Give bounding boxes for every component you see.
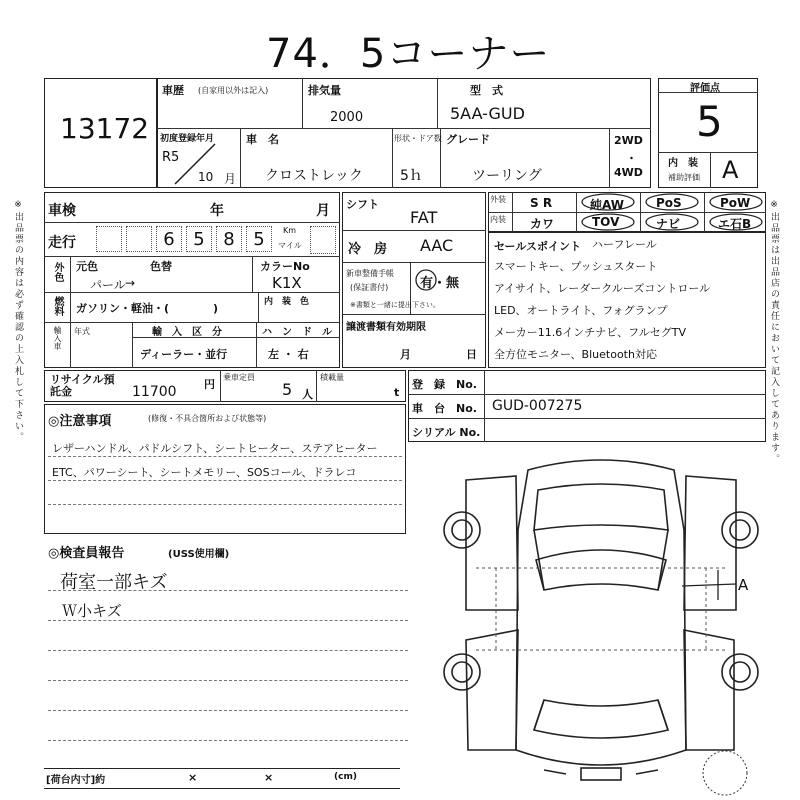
equip-circles <box>576 192 766 232</box>
capacity-label: 乗車定員 <box>223 373 255 382</box>
model-code-value: 5AA-GUD <box>450 104 525 123</box>
ext-color-value: パール <box>90 278 126 292</box>
ext-color-arrow: → <box>125 276 136 290</box>
score-label: 評価点 <box>690 83 720 94</box>
gaiso-label: 外装 <box>490 195 506 204</box>
import-type-label: 輸 入 区 分 <box>152 327 222 338</box>
mileage-digit-cell <box>126 226 152 252</box>
import-type-options: ディーラー・並行 <box>140 348 228 361</box>
warranty-options: 有・無 <box>420 276 460 291</box>
shaken-year-label: 年 <box>210 203 224 219</box>
mileage-unit-box <box>310 226 336 254</box>
score-value: 5 <box>696 97 723 146</box>
import-label: 輸入車 <box>53 326 62 350</box>
mileage-digit-cell <box>96 226 122 252</box>
mileage-digit-cell: 5 <box>246 226 272 252</box>
corner-title: 74．5コーナー <box>266 31 551 77</box>
load-label: 積載量 <box>320 373 344 382</box>
fuel-label: 燃料 <box>52 296 63 316</box>
equip-airbag: エ石B <box>718 217 752 231</box>
orig-color-label: 元色 <box>76 260 98 273</box>
cargo-x2: × <box>264 771 274 784</box>
equip-pow: PoW <box>720 196 751 210</box>
shaken-month-label: 月 <box>316 203 330 219</box>
diagram-mark-a: A <box>738 576 749 594</box>
history-label: 車歴 <box>162 84 184 97</box>
shift-label: シフト <box>346 198 379 211</box>
grade-label: グレード <box>446 133 490 146</box>
load-unit: t <box>394 386 400 399</box>
km-label: Km <box>283 226 297 235</box>
inspector-subtitle: (USS使用欄) <box>168 549 230 560</box>
ext-color-label: 外色 <box>52 262 63 282</box>
sales-point-6: 全方位モニター、Bluetooth対応 <box>494 348 657 361</box>
handle-label: ハ ン ド ル <box>262 327 332 338</box>
capacity-unit: 人 <box>302 388 313 401</box>
shaken-label: 車検 <box>48 203 76 219</box>
equip-aw: 純AW <box>590 198 624 212</box>
notes-line-1: レザーハンドル、パドルシフト、シートヒーター、ステアヒーター <box>52 442 378 455</box>
capacity-value: 5 <box>282 380 293 399</box>
equip-navi: ナビ <box>656 217 681 231</box>
color-no-label: カラーNo <box>260 260 310 273</box>
displacement-label: 排気量 <box>308 84 341 97</box>
sales-point-5: メーカー11.6インチナビ、フルセグTV <box>494 326 686 339</box>
color-no-value: K1X <box>272 274 302 292</box>
handle-options: 左 ・ 右 <box>268 348 309 361</box>
import-year-label: 年式 <box>74 327 90 336</box>
first-reg-era: R5 <box>162 150 180 165</box>
drive-2wd: 2WD <box>614 134 643 147</box>
sales-point-2: スマートキー、プッシュスタート <box>494 260 658 273</box>
notes-title: ◎注意事項 <box>48 414 112 429</box>
model-code-label: 型 式 <box>470 84 503 97</box>
ac-label: 冷 房 <box>348 242 388 257</box>
transfer-label: 譲渡書類有効期限 <box>346 322 426 333</box>
serial-label: シリアル No. <box>412 426 481 439</box>
equip-pos: PoS <box>656 196 682 210</box>
history-note: (自家用以外は記入) <box>198 86 269 95</box>
equip-leather: カワ <box>530 217 555 231</box>
recycle-yen: 円 <box>204 378 215 391</box>
cargo-x1: × <box>188 771 198 784</box>
grade-value: ツーリング <box>472 168 542 184</box>
notes-subtitle: (修復・不具合箇所および状態等) <box>148 414 267 423</box>
mileage-digit-cell: 6 <box>156 226 182 252</box>
mileage-digit-cell: 8 <box>216 226 242 252</box>
car-name-label: 車 名 <box>246 133 279 146</box>
naiso-label: 内装 <box>490 215 506 224</box>
mileage-digit-cell: 5 <box>186 226 212 252</box>
chassis-label: 車 台 No. <box>412 402 477 415</box>
sales-point-1: ハーフレール <box>592 238 657 251</box>
warranty-note: ※書類と一緒に提出下さい。 <box>350 301 440 309</box>
inspector-line-1: 荷室一部キズ <box>60 572 168 593</box>
mile-label: マイル <box>278 241 302 250</box>
interior-value: A <box>722 156 739 184</box>
repaint-label: 色替 <box>150 260 172 273</box>
cargo-label: [荷台内寸]約 <box>46 775 106 786</box>
shape-doors-value: 5ｈ <box>400 168 423 184</box>
transfer-day: 日 <box>466 348 477 361</box>
margin-note-left: ※出品票の内容は必ず確認の上入札して下さい。 <box>13 200 23 443</box>
mileage-label: 走行 <box>48 235 76 251</box>
shape-doors-label: 形状・ドア数 <box>394 134 442 143</box>
corner-dashed-circle <box>700 748 750 798</box>
inspector-title: ◎検査員報告 <box>48 546 125 561</box>
first-reg-month-unit: 月 <box>224 172 237 186</box>
recycle-amount: 11700 <box>132 384 177 400</box>
ac-value: AAC <box>420 236 454 255</box>
drive-separator: ・ <box>626 152 637 165</box>
interior-sub: 補助評価 <box>668 173 700 182</box>
inspector-line-2: Ｗ小キズ <box>62 602 122 620</box>
warranty-circle <box>414 268 438 292</box>
notes-line-2: ETC、パワーシート、シートメモリー、SOSコール、ドラレコ <box>52 466 357 479</box>
equip-tv: TOV <box>592 215 620 229</box>
displacement-value: 2000 <box>330 110 364 125</box>
warranty-sub: (保証書付) <box>350 283 389 292</box>
sales-points-label: セールスポイント <box>494 240 582 253</box>
warranty-label: 新車整備手帳 <box>346 269 394 278</box>
chassis-value: GUD-007275 <box>492 398 583 414</box>
car-damage-diagram <box>436 450 766 790</box>
interior-label: 内 装 <box>668 158 698 169</box>
car-name-value: クロストレック <box>265 168 363 184</box>
fuel-options: ガソリン・軽油・( ) <box>76 302 219 315</box>
reg-no-label: 登 録 No. <box>412 378 477 391</box>
first-reg-label: 初度登録年月 <box>160 134 215 144</box>
recycle-label: リサイクル預託金 <box>50 373 115 398</box>
transfer-month: 月 <box>400 348 411 361</box>
cargo-unit: (cm) <box>334 772 357 782</box>
interior-color-label: 内 装 色 <box>264 297 310 307</box>
shift-value: FAT <box>410 208 438 227</box>
equip-sr: S R <box>530 196 553 210</box>
margin-note-right: ※出品票は出品店の責任において記入してあります。 <box>769 200 779 465</box>
sales-point-3: アイサイト、レーダークルーズコントロール <box>494 282 711 295</box>
drive-4wd: 4WD <box>614 166 643 179</box>
lot-number: 13172 <box>60 112 150 145</box>
sales-point-4: LED、オートライト、フォグランプ <box>494 304 668 317</box>
first-reg-month: 10 <box>198 170 214 184</box>
